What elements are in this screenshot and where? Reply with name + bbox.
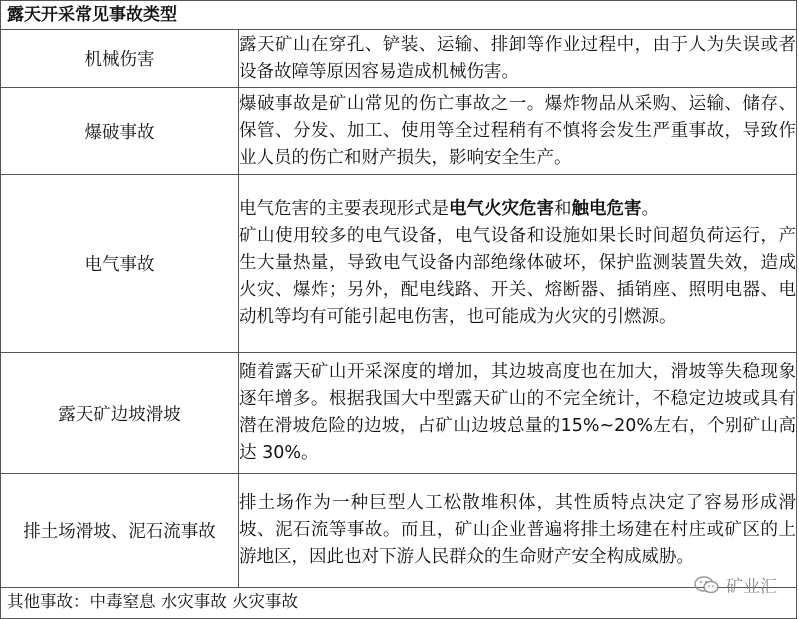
table-row: [1, 353, 797, 474]
desc-text-2: 矿山使用较多的电气设备，电气设备和设施如果长时间超负荷运行，产生大量热量，导致电气设备内部绝缘体破坏，保护监测装置失效，造成火灾、爆炸；另外，配电线路、开关、熔断器、插销座、照明电器、电动机等均有可能引起电伤害，也可能成为火灾的引燃源。: [239, 226, 796, 327]
table-row: [1, 30, 797, 88]
table-row: [1, 474, 797, 588]
accident-types-table: [0, 29, 797, 588]
accident-name: 排土场滑坡、泥石流事故: [1, 474, 239, 588]
table-row: [1, 88, 797, 175]
desc-end: 。: [641, 199, 659, 219]
desc-text: 爆破事故是矿山常见的伤亡事故之一。爆炸物品从采购、运输、储存、保管、分发、加工、使用等全过程稍有不慎将会发生严重事故，导致作业人员的伤亡和财产损失，影响安全生产。: [239, 93, 796, 168]
table-title: 露天开采常见事故类型: [0, 0, 797, 30]
desc-strong-fire: 电气火灾危害: [449, 199, 554, 219]
desc-intro: 电气危害的主要表现形式是: [239, 199, 449, 219]
desc-and: 和: [554, 199, 572, 219]
table-row: [1, 175, 797, 353]
accident-name: 电气事故: [1, 175, 239, 353]
other-accidents-footer: 其他事故：中毒窒息 水灾事故 火灾事故: [0, 588, 797, 619]
desc-text: [239, 196, 796, 223]
accident-desc: [239, 30, 797, 88]
accident-name: 爆破事故: [1, 88, 239, 175]
watermark: [694, 572, 777, 597]
accident-desc: [239, 474, 797, 588]
accident-name: 机械伤害: [1, 30, 239, 88]
desc-text: 随着露天矿山开采深度的增加，其边坡高度也在加大，滑坡等失稳现象逐年增多。根据我国大中型露天矿山的不完全统计，不稳定边坡或具有潜在滑坡危险的边坡，占矿山边坡总量的15%~20%左右，个别矿山高达 30%。: [239, 362, 796, 463]
accident-name: 露天矿边坡滑坡: [1, 353, 239, 474]
accident-desc: [239, 88, 797, 175]
wechat-icon: [694, 575, 720, 595]
accident-desc: [239, 175, 797, 353]
accident-desc: [239, 353, 797, 474]
desc-text: 排土场作为一种巨型人工松散堆积体，其性质特点决定了容易形成滑坡、泥石流等事故。而且，矿山企业普遍将排土场建在村庄或矿区的上游地区，因此也对下游人民群众的生命财产安全构成威胁。: [239, 493, 796, 567]
desc-strong-shock: 触电危害: [571, 199, 642, 219]
desc-text: 露天矿山在穿孔、铲装、运输、排卸等作业过程中，由于人为失误或者设备故障等原因容易造成机械伤害。: [239, 34, 796, 82]
watermark-text: 矿业汇: [726, 577, 777, 597]
